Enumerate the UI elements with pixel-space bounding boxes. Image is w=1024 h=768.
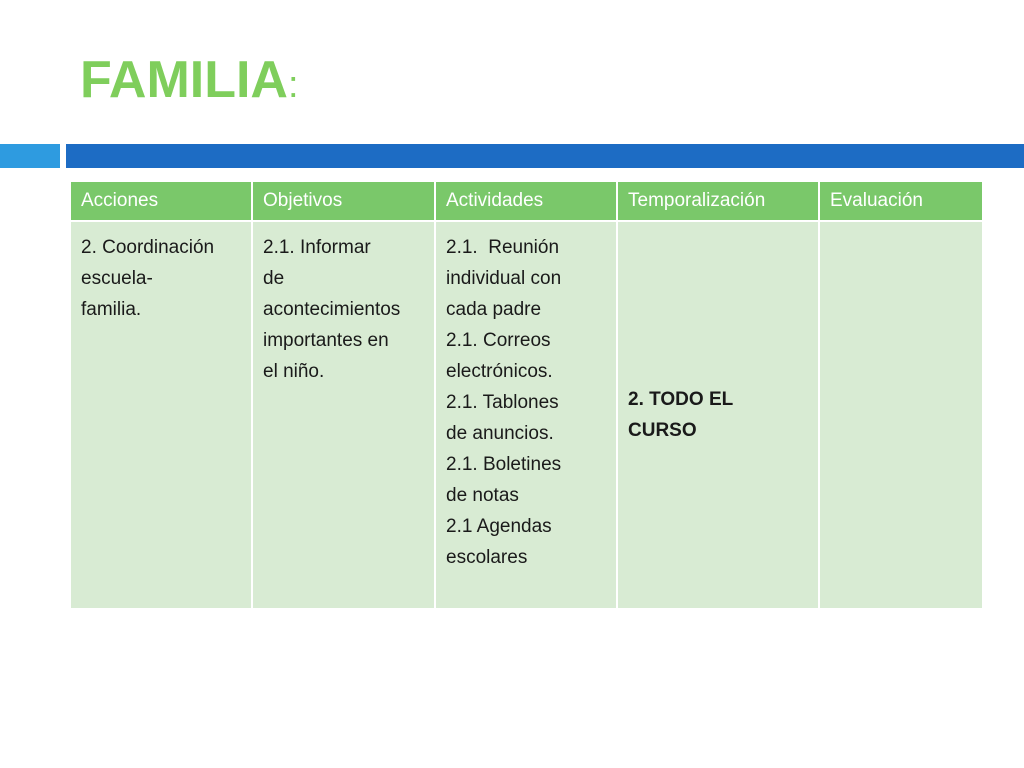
cell-line: 2. Coordinación <box>81 237 215 258</box>
cell-line: de <box>263 268 285 289</box>
cell-line: individual con <box>446 268 562 289</box>
cell-evaluacion <box>819 221 983 609</box>
cell-temporalizacion <box>617 221 819 609</box>
cell-line: 2.1. Informar <box>263 237 371 258</box>
header-temporalizacion: Temporalización <box>617 181 819 221</box>
cell-line: cada padre <box>446 299 542 320</box>
cell-line: 2.1. Reunión <box>446 237 560 258</box>
slide-title-colon: : <box>287 64 299 106</box>
header-actividades: Actividades <box>435 181 617 221</box>
cell-line: de anuncios. <box>446 423 554 444</box>
cell-line: 2. TODO EL <box>628 389 734 410</box>
plan-table-container <box>69 180 982 610</box>
header-acciones: Acciones <box>70 181 252 221</box>
cell-line: 2.1 Agendas <box>446 516 552 537</box>
cell-acciones <box>70 221 252 609</box>
slide-title <box>80 44 299 121</box>
accent-bar-right <box>66 144 1024 168</box>
plan-table <box>69 180 984 610</box>
cell-line: 2.1. Boletines <box>446 454 562 475</box>
cell-line: escolares <box>446 547 528 568</box>
table-row <box>70 221 983 609</box>
cell-line: 2.1. Correos <box>446 330 551 351</box>
cell-line: CURSO <box>628 420 697 441</box>
accent-bar-left <box>0 144 60 168</box>
cell-line: de notas <box>446 485 519 506</box>
cell-line: el niño. <box>263 361 325 382</box>
header-evaluacion: Evaluación <box>819 181 983 221</box>
cell-objetivos <box>252 221 435 609</box>
cell-line: acontecimientos <box>263 299 401 320</box>
cell-line: electrónicos. <box>446 361 553 382</box>
cell-actividades <box>435 221 617 609</box>
cell-line: importantes en <box>263 330 389 351</box>
cell-line: escuela- <box>81 268 153 289</box>
table-header-row <box>70 181 983 221</box>
cell-line: 2.1. Tablones <box>446 392 559 413</box>
header-objetivos: Objetivos <box>252 181 435 221</box>
cell-line: familia. <box>81 299 142 320</box>
slide-title-text: FAMILIA <box>80 51 288 109</box>
